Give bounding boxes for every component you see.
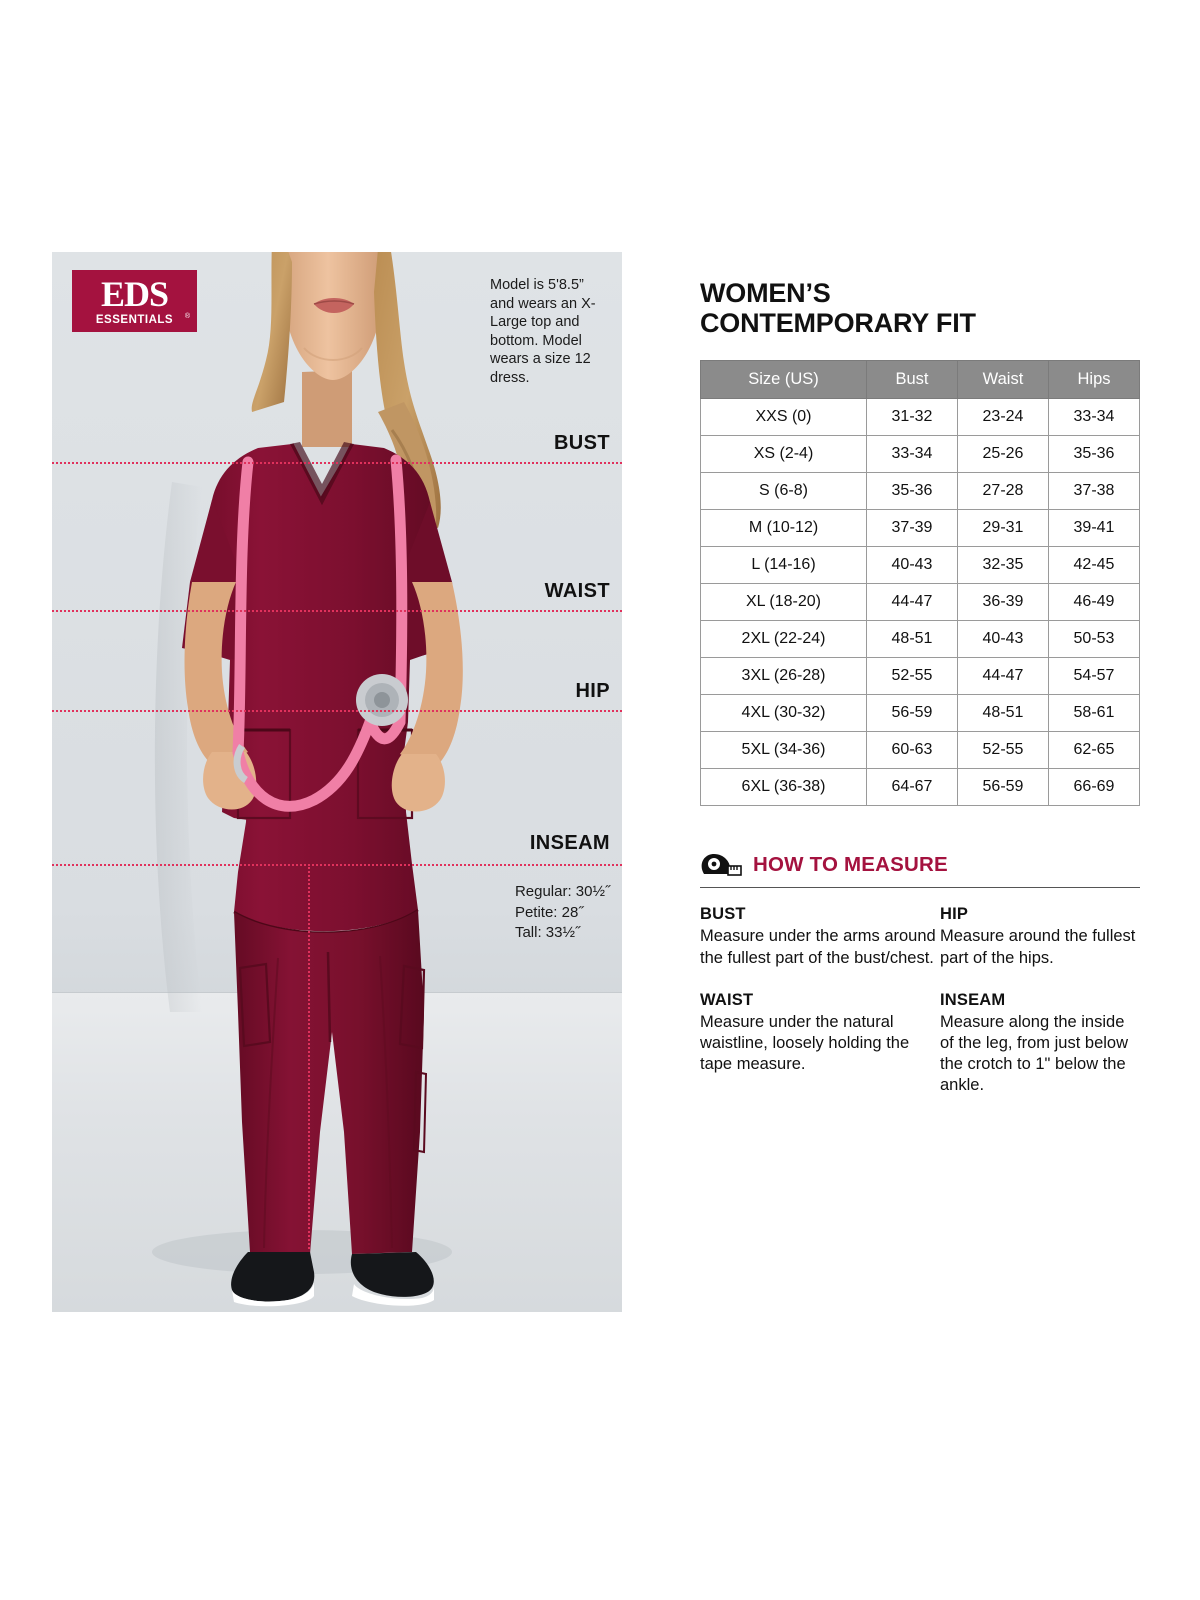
cell-size: XXS (0) bbox=[701, 399, 867, 436]
brand-logo-main: EDS bbox=[100, 273, 169, 314]
cell-size: 6XL (36-38) bbox=[701, 769, 867, 806]
measure-heading: BUST bbox=[700, 905, 746, 924]
table-row bbox=[701, 769, 1140, 806]
waist-guide-line bbox=[52, 610, 622, 612]
measure-item-inseam bbox=[940, 991, 1140, 1096]
how-to-measure-section bbox=[700, 852, 1140, 1096]
how-to-measure-title: HOW TO MEASURE bbox=[753, 853, 948, 877]
measure-text: Measure under the natural waistline, loosely holding the tape measure. bbox=[700, 1012, 910, 1073]
table-row bbox=[701, 695, 1140, 732]
cell-waist: 23-24 bbox=[958, 399, 1049, 436]
inseam-guide-line bbox=[52, 864, 622, 866]
table-row bbox=[701, 399, 1140, 436]
model-photo-panel bbox=[52, 252, 622, 1312]
table-row bbox=[701, 732, 1140, 769]
inseam-lengths bbox=[515, 882, 610, 944]
inseam-regular: Regular: 30½˝ bbox=[514, 883, 610, 900]
cell-bust: 48-51 bbox=[867, 621, 958, 658]
cell-size: 3XL (26-28) bbox=[701, 658, 867, 695]
measure-text: Measure along the inside of the leg, from just below the crotch to 1" below the ankle. bbox=[940, 1012, 1129, 1095]
col-header-hips: Hips bbox=[1049, 361, 1140, 399]
waist-guide-label: WAIST bbox=[544, 580, 610, 602]
table-row bbox=[701, 436, 1140, 473]
col-header-bust: Bust bbox=[867, 361, 958, 399]
cell-size: XL (18-20) bbox=[701, 584, 867, 621]
model-note: Model is 5'8.5” and wears an X-Large top and bottom. Model wears a size 12 dress. bbox=[490, 277, 596, 386]
measure-heading: INSEAM bbox=[940, 990, 1006, 1009]
table-row bbox=[701, 547, 1140, 584]
measure-item-waist bbox=[700, 991, 940, 1096]
inseam-tall: Tall: 33½˝ bbox=[514, 924, 580, 942]
model-illustration bbox=[52, 252, 622, 1312]
chart-title-line2: CONTEMPORARY FIT bbox=[700, 308, 976, 339]
cell-waist: 40-43 bbox=[958, 621, 1049, 658]
how-to-measure-header bbox=[700, 852, 1140, 878]
table-row bbox=[701, 584, 1140, 621]
table-row bbox=[701, 510, 1140, 547]
size-chart-panel bbox=[700, 278, 1140, 1096]
cell-size: S (6-8) bbox=[701, 473, 867, 510]
cell-hips: 54-57 bbox=[1049, 658, 1140, 695]
cell-hips: 58-61 bbox=[1049, 695, 1140, 732]
measure-heading: WAIST bbox=[700, 990, 754, 1009]
measure-text: Measure under the arms around the fullest part of the bust/chest. bbox=[700, 927, 936, 967]
cell-hips: 39-41 bbox=[1049, 510, 1140, 547]
cell-hips: 33-34 bbox=[1049, 399, 1140, 436]
cell-bust: 31-32 bbox=[867, 399, 958, 436]
bust-guide-line bbox=[52, 462, 622, 464]
cell-hips: 66-69 bbox=[1049, 769, 1140, 806]
cell-waist: 32-35 bbox=[958, 547, 1049, 584]
measure-item-hip bbox=[940, 905, 1140, 968]
cell-waist: 48-51 bbox=[958, 695, 1049, 732]
cell-hips: 35-36 bbox=[1049, 436, 1140, 473]
cell-waist: 29-31 bbox=[958, 510, 1049, 547]
cell-bust: 40-43 bbox=[867, 547, 958, 584]
hip-guide-line bbox=[52, 710, 622, 712]
brand-logo bbox=[72, 270, 197, 332]
cell-waist: 44-47 bbox=[958, 658, 1049, 695]
measure-text: Measure around the fullest part of the hips. bbox=[940, 927, 1136, 967]
cell-size: 5XL (34-36) bbox=[701, 732, 867, 769]
col-header-waist: Waist bbox=[958, 361, 1049, 399]
cell-bust: 33-34 bbox=[867, 436, 958, 473]
cell-bust: 60-63 bbox=[867, 732, 958, 769]
table-row bbox=[701, 473, 1140, 510]
cell-bust: 64-67 bbox=[867, 769, 958, 806]
cell-hips: 46-49 bbox=[1049, 584, 1140, 621]
table-header-row bbox=[701, 361, 1140, 399]
measure-item-bust bbox=[700, 905, 940, 968]
brand-logo-registered: ® bbox=[184, 313, 190, 320]
col-header-size: Size (US) bbox=[701, 361, 867, 399]
cell-hips: 37-38 bbox=[1049, 473, 1140, 510]
cell-size: M (10-12) bbox=[701, 510, 867, 547]
cell-waist: 25-26 bbox=[958, 436, 1049, 473]
cell-size: 2XL (22-24) bbox=[701, 621, 867, 658]
cell-waist: 27-28 bbox=[958, 473, 1049, 510]
inseam-guide-label: INSEAM bbox=[529, 832, 610, 854]
measure-heading: HIP bbox=[940, 905, 969, 924]
cell-bust: 52-55 bbox=[867, 658, 958, 695]
cell-hips: 42-45 bbox=[1049, 547, 1140, 584]
cell-size: L (14-16) bbox=[701, 547, 867, 584]
bust-guide-label: BUST bbox=[553, 432, 610, 454]
brand-logo-sub: ESSENTIALS bbox=[95, 313, 174, 326]
cell-waist: 52-55 bbox=[958, 732, 1049, 769]
size-table bbox=[700, 360, 1140, 806]
cell-bust: 37-39 bbox=[867, 510, 958, 547]
cell-hips: 50-53 bbox=[1049, 621, 1140, 658]
cell-bust: 56-59 bbox=[867, 695, 958, 732]
cell-size: XS (2-4) bbox=[701, 436, 867, 473]
cell-waist: 56-59 bbox=[958, 769, 1049, 806]
inseam-vertical-guide bbox=[308, 864, 310, 1249]
cell-size: 4XL (30-32) bbox=[701, 695, 867, 732]
cell-hips: 62-65 bbox=[1049, 732, 1140, 769]
cell-bust: 35-36 bbox=[867, 473, 958, 510]
table-row bbox=[701, 658, 1140, 695]
how-to-measure-grid bbox=[700, 905, 1140, 1096]
tape-measure-icon bbox=[700, 852, 742, 878]
inseam-petite: Petite: 28˝ bbox=[514, 903, 584, 921]
cell-bust: 44-47 bbox=[867, 584, 958, 621]
chart-title-line1: WOMEN’S bbox=[700, 278, 831, 308]
how-to-measure-divider bbox=[700, 887, 1140, 888]
hip-guide-label: HIP bbox=[575, 680, 610, 702]
cell-waist: 36-39 bbox=[958, 584, 1049, 621]
table-row bbox=[701, 621, 1140, 658]
